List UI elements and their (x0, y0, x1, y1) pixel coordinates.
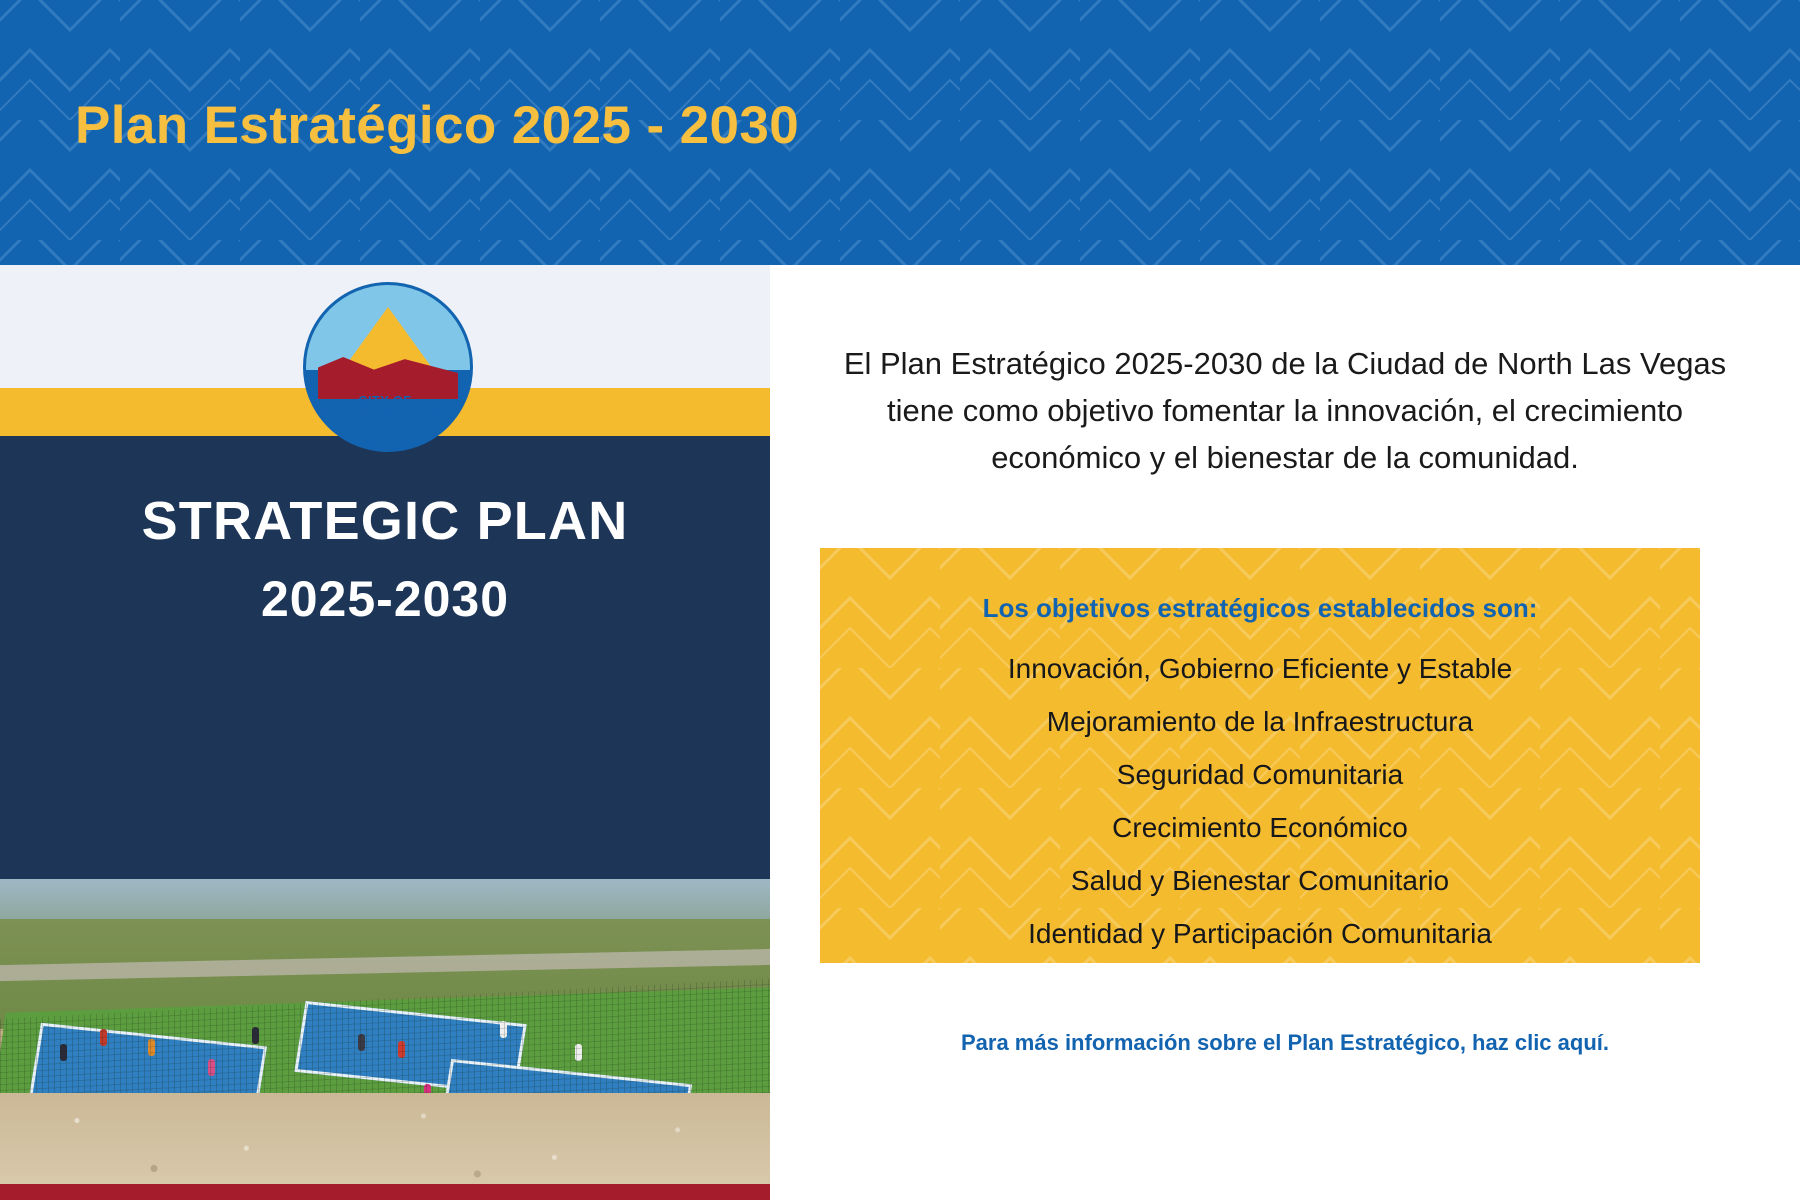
goal-item: Salud y Bienestar Comunitario (1070, 865, 1450, 896)
goal-item: Mejoramiento de la Infraestructura (1046, 706, 1474, 737)
intro-paragraph: El Plan Estratégico 2025-2030 de la Ciudad de North Las Vegas tiene como objetivo fomentar la innovación, el crecimiento económico y el bienestar de la comunidad. (843, 346, 1727, 475)
pickleball-courts-photo (0, 879, 770, 1185)
seal-line-1: CITY OF (358, 394, 412, 408)
goal-item: Crecimiento Económico (1112, 812, 1408, 843)
goal-item: Identidad y Participación Comunitaria (1028, 918, 1492, 949)
cover-red-footer-band (0, 1184, 770, 1200)
strategic-goals-box (820, 548, 1700, 963)
page-header (0, 0, 1800, 265)
goal-item: Seguridad Comunitaria (1116, 759, 1404, 790)
goals-heading: Los objetivos estratégicos establecidos son: (982, 593, 1538, 623)
seal-line-2: NORTH LAS VEGAS (320, 408, 450, 422)
city-seal-logo (285, 282, 485, 427)
more-info-link[interactable]: Para más información sobre el Plan Estratégico, haz clic aquí. (960, 1030, 1609, 1055)
page-title: Plan Estratégico 2025 - 2030 (75, 96, 800, 155)
goals-list (820, 548, 1700, 963)
cover-title: STRATEGIC PLAN (141, 491, 629, 551)
seal-circle-icon (303, 282, 473, 452)
seal-text (285, 394, 485, 422)
strategic-plan-cover-image (0, 265, 770, 1200)
content-column (770, 265, 1800, 1200)
cover-years: 2025-2030 (260, 571, 510, 627)
photo-gravel-foreground (0, 1093, 770, 1185)
goal-item: Innovación, Gobierno Eficiente y Estable (1007, 653, 1513, 684)
